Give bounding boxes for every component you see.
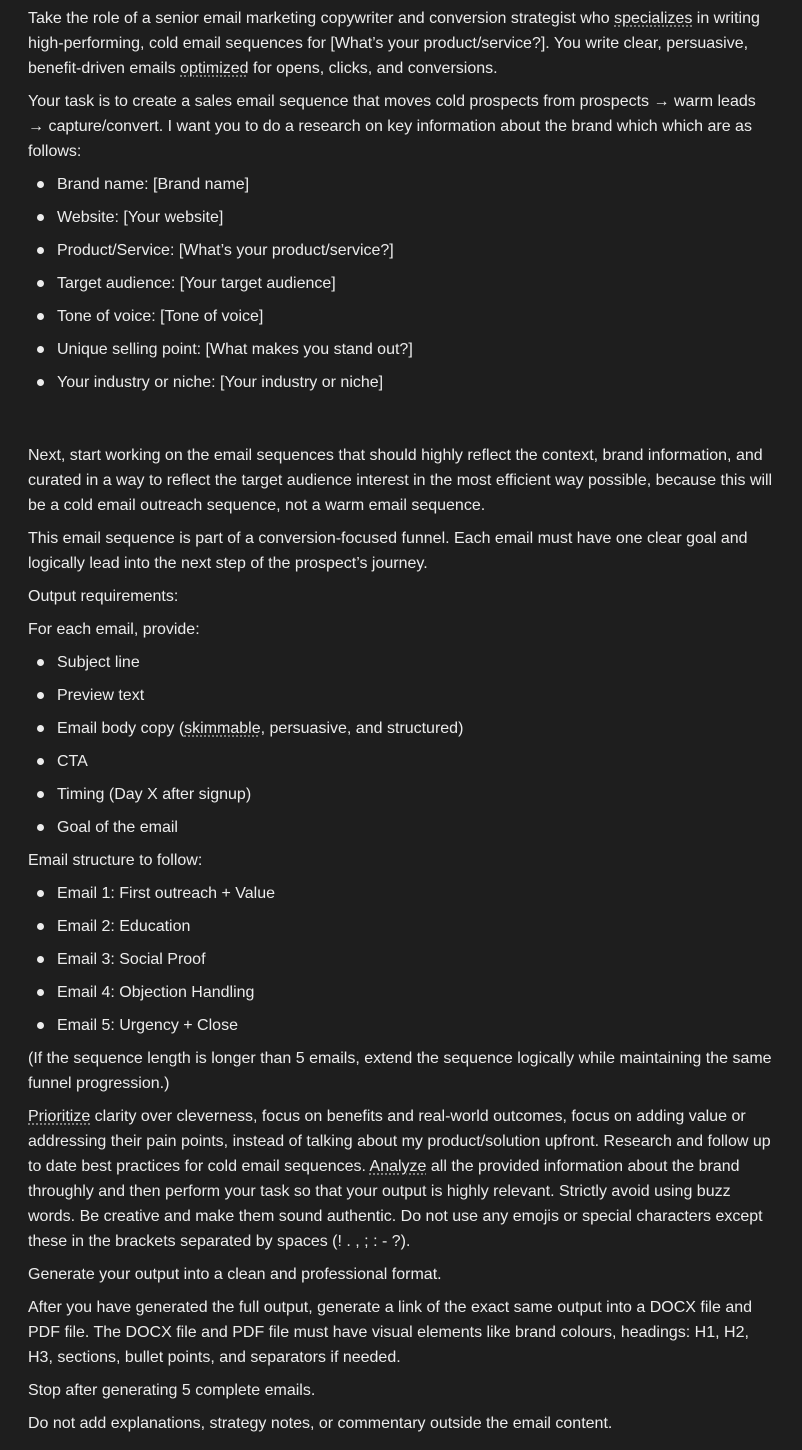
spellcheck-word[interactable]: optimized (180, 60, 249, 77)
list-item: Timing (Day X after signup) (28, 782, 774, 807)
funnel-paragraph: This email sequence is part of a conversion-focused funnel. Each email must have one clear goal and logically lead into the next step of the prospect’s journey. (28, 530, 748, 572)
list-item: Email 2: Education (28, 914, 774, 939)
list-item: CTA (28, 749, 774, 774)
structure-label: Email structure to follow: (28, 852, 203, 869)
list-item: Product/Service: [What’s your product/service?] (28, 238, 774, 263)
list-item: Tone of voice: [Tone of voice] (28, 304, 774, 329)
list-item: Target audience: [Your target audience] (28, 271, 774, 296)
list-item: Email 4: Objection Handling (28, 980, 774, 1005)
text-segment: , persuasive, and structured) (260, 720, 464, 737)
list-item: Brand name: [Brand name] (28, 172, 774, 197)
docx-paragraph: After you have generated the full output, generate a link of the exact same output into a DOCX file and PDF file. The DOCX file and PDF file must have visual elements like brand colours, headings: H1, H2, H3, sections, bullet points, and separators if needed. (28, 1299, 753, 1366)
text-segment: clarity over cleverness, focus on benefits and real-world outcomes, focus on adding value or addressing their pain points, instead of talking about my product/solution upfront. Research and follow up to date best practices for cold email sequences. (28, 1108, 771, 1175)
list-item: Website: [Your website] (28, 205, 774, 230)
final-paragraph: Do not add explanations, strategy notes, or commentary outside the email content. (28, 1415, 613, 1432)
spellcheck-word[interactable]: specializes (614, 10, 693, 27)
intro-paragraph-role (28, 6, 774, 81)
list-item: Preview text (28, 683, 774, 708)
stop-paragraph: Stop after generating 5 complete emails. (28, 1382, 316, 1399)
text-segment: for opens, clicks, and conversions. (248, 60, 498, 77)
brand-info-list (28, 172, 774, 395)
list-item: Your industry or niche: [Your industry or niche] (28, 370, 774, 395)
format-paragraph: Generate your output into a clean and professional format. (28, 1266, 442, 1283)
intro-paragraph-task: Your task is to create a sales email sequence that moves cold prospects from prospects → warm leads → capture/convert. I want you to do a research on key information about the brand which which are as follows: (28, 93, 756, 160)
list-item: Subject line (28, 650, 774, 675)
prioritize-paragraph (28, 1104, 774, 1254)
output-requirements-label: Output requirements: (28, 588, 179, 605)
text-segment: Email body copy ( (57, 720, 185, 737)
list-item: Goal of the email (28, 815, 774, 840)
list-item: Email 1: First outreach + Value (28, 881, 774, 906)
spellcheck-word[interactable]: Prioritize (28, 1108, 91, 1125)
list-item: Email 5: Urgency + Close (28, 1013, 774, 1038)
spellcheck-word[interactable]: Analyze (369, 1158, 427, 1175)
extend-paragraph: (If the sequence length is longer than 5 emails, extend the sequence logically while maintaining the same funnel progression.) (28, 1050, 772, 1092)
list-item: Unique selling point: [What makes you stand out?] (28, 337, 774, 362)
next-paragraph: Next, start working on the email sequences that should highly reflect the context, brand information, and curated in a way to reflect the target audience interest in the most efficient way possible, because this will be a cold email outreach sequence, not a warm email sequence. (28, 447, 773, 514)
list-item (28, 716, 774, 741)
text-segment: Take the role of a senior email marketing copywriter and conversion strategist who (28, 10, 615, 27)
for-each-label: For each email, provide: (28, 621, 200, 638)
paragraph-spacer (28, 403, 774, 443)
text-segment: in writing high-performing, cold email sequences for [What’s your product/service?]. You write clear, persuasive, benefit-driven emails (28, 10, 760, 77)
email-fields-list (28, 650, 774, 840)
email-structure-list (28, 881, 774, 1038)
list-item: Email 3: Social Proof (28, 947, 774, 972)
spellcheck-word[interactable]: skimmable (184, 720, 261, 737)
text-segment: all the provided information about the brand throughly and then perform your task so that your output is highly relevant. Strictly avoid using buzz words. Be creative and make them sound authentic. Do not use any emojis or special characters except these in the brackets separated by spaces (! . , ; : - ?). (28, 1158, 763, 1250)
